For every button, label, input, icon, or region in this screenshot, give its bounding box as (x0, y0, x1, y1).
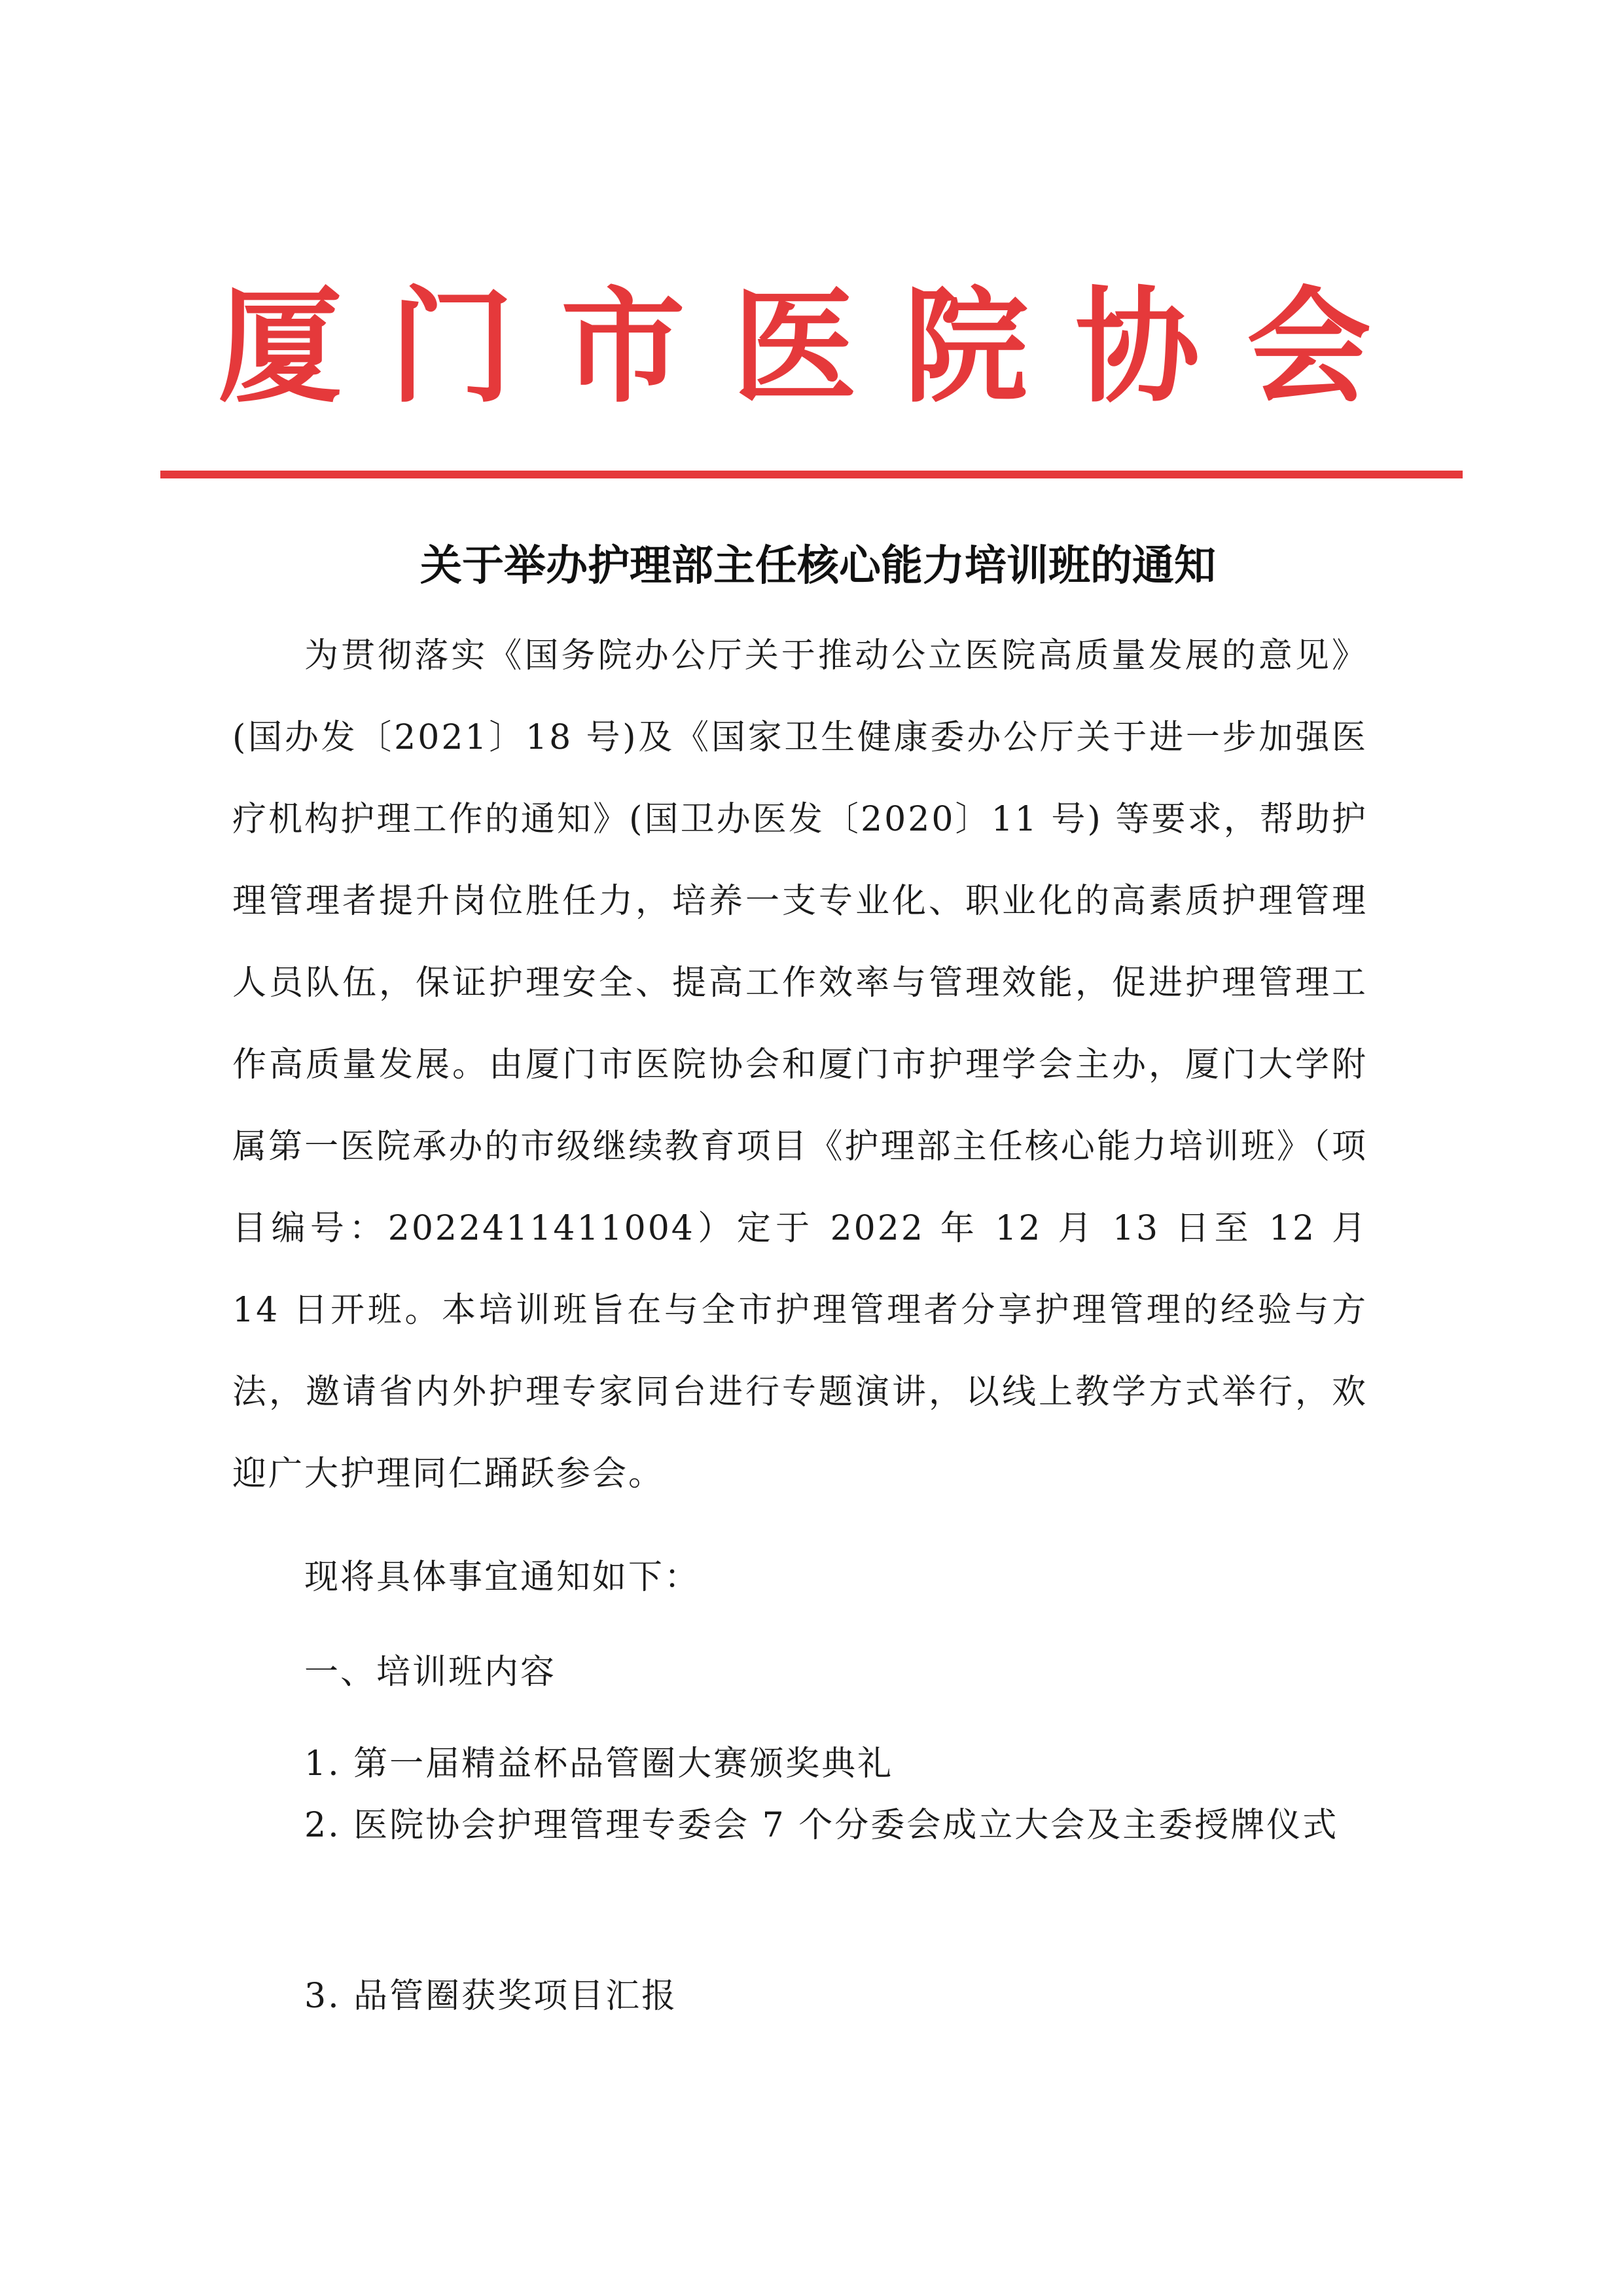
notice-lead: 现将具体事宜通知如下： (304, 1558, 701, 1597)
letterhead-org-name: 厦门市医院协会 (217, 274, 1418, 420)
letterhead-red-divider (160, 471, 1463, 478)
list-item: 3. 品管圈获奖项目汇报 (304, 1977, 678, 2016)
list-item: 1. 第一届精益杯品管圈大赛颁奖典礼 (304, 1744, 894, 1784)
section-heading-training-content: 一、培训班内容 (304, 1653, 557, 1692)
list-item: 2. 医院协会护理管理专委会 7 个分委会成立大会及主委授牌仪式 (304, 1806, 1339, 1845)
intro-paragraph: 为贯彻落实《国务院办公厅关于推动公立医院高质量发展的意见》(国办发〔2021〕18 号)及《国家卫生健康委办公厅关于进一步加强医疗机构护理工作的通知》(国卫办医发〔2020〕11 号) 等要求，帮助护理管理者提升岗位胜任力，培养一支专业化、职业化的高素质护理管理人员队伍，保证护理安全、提高工作效率与管理效能，促进护理管理工作高质量发展。由厦门市医院协会和厦门市护理学会主办，厦门大学附属第一医院承办的市级继续教育项目《护理部主任核心能力培训班》（项目编号：2022411411004）定于 2022 年 12 月 13 日至 12 月 14 日开班。本培训班旨在与全市护理管理者分享护理管理的经验与方法，邀请省内外护理专家同台进行专题演讲，以线上教学方式举行，欢迎广大护理同仁踊跃参会。 (232, 636, 1368, 1494)
document-title: 关于举办护理部主任核心能力培训班的通知 (420, 542, 1216, 590)
